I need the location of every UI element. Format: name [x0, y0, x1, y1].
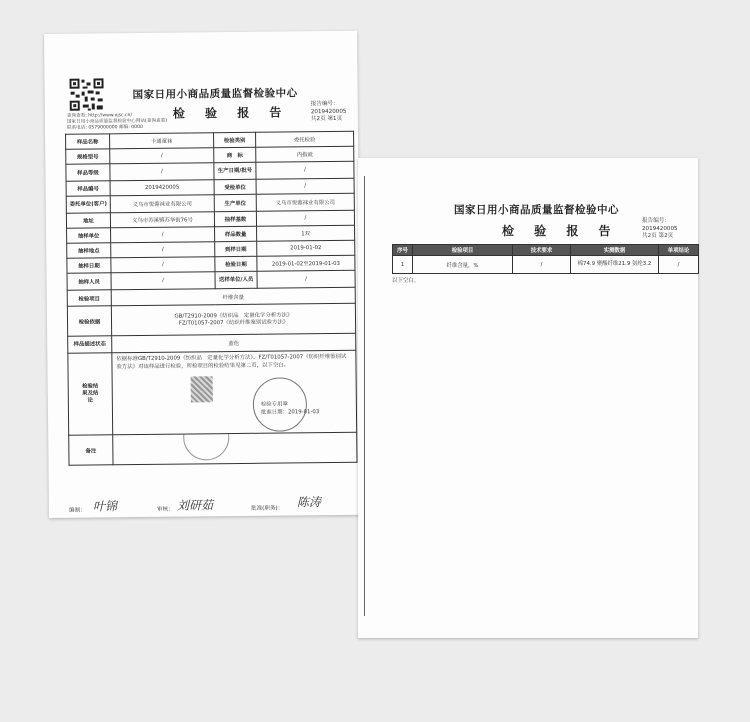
value-grade: /: [110, 163, 214, 181]
label-sampling-date: 抽样日期: [67, 258, 111, 273]
report-number-label: 报告编号：: [310, 100, 339, 108]
table-row: [393, 256, 699, 274]
page-indicator: 共2页 第1页: [310, 115, 343, 123]
conclusion-text: 依据标准GB/T2910-2009《纺织品 定量化学分析方法》、FZ/T01057-2007《纺织纤维鉴别试验方法》对该样品进行检验，所检项目的检验结果见第二页，以下空白。: [116, 353, 347, 370]
value-sample-no: 2019420005: [110, 180, 214, 196]
label-sender: 送样单位/人员: [215, 271, 257, 288]
report-page-2: [358, 158, 698, 638]
result-measured: 棉74.9 聚酯纤维21.9 氨纶3.2: [571, 256, 659, 274]
report-contact-line-2: 国家日用小商品质量监督检验中心网站(查询查看): [66, 118, 168, 125]
value-sample-quantity: 1双: [257, 225, 355, 241]
results-table: [392, 244, 699, 274]
report-contact-line-3: 联系电话: 0579000000 邮编: 0000: [66, 124, 143, 131]
value-arrival-date: 2019-01-02: [257, 240, 355, 256]
report-number: 2019420005: [310, 108, 347, 115]
value-sample-description: 蓝色: [112, 333, 356, 353]
label-test-item: 检验项目: [67, 290, 111, 306]
label-grade: 样品等级: [66, 164, 110, 181]
value-client: 义乌市悦蓉袜业有限公司: [110, 195, 214, 213]
results-header-item: 检验项目: [413, 245, 513, 256]
signature-label-approved: 批准(职务)：: [250, 505, 284, 512]
conclusion-date: 批准日期：2019-01-03: [260, 409, 320, 416]
seal-impression-icon: [191, 376, 213, 402]
label-test-date: 检验日期: [215, 256, 257, 271]
report-number-label-2: 报告编号：: [642, 218, 670, 224]
result-no: 1: [393, 256, 413, 274]
label-conclusion: 检验结果及结论: [68, 353, 113, 435]
value-address: 义乌市苏溪镇苏华街76号: [110, 212, 214, 228]
value-trademark: 内指就: [256, 146, 354, 162]
official-stamp-icon: [183, 432, 229, 460]
label-test-basis: 检验依据: [67, 306, 111, 336]
value-test-basis: [111, 303, 355, 336]
label-sample-name: 样品名称: [66, 134, 110, 149]
result-conclusion: /: [659, 256, 699, 274]
label-arrival-date: 到样日期: [215, 241, 257, 256]
label-sampling-unit: 抽样单位: [67, 228, 111, 243]
signature-label-prepared: 编制：: [68, 507, 86, 514]
label-remarks: 备注: [69, 435, 113, 465]
value-sampler: /: [111, 272, 215, 290]
report-number-block-2: [642, 218, 678, 241]
label-sampler: 抽样人员: [67, 273, 111, 290]
test-basis-line-1: GB/T2910-2009《纺织品 定量化学分析方法》: [174, 311, 293, 320]
label-sample-description: 样品描述状态: [68, 336, 112, 353]
value-remarks: [113, 432, 357, 465]
label-client: 委托单位(客户): [66, 196, 110, 213]
label-sample-no: 样品编号: [66, 181, 110, 196]
value-sampling-location: /: [111, 242, 215, 258]
label-production-date: 生产日期/批号: [214, 162, 256, 179]
label-sampling-base: 抽样基数: [214, 211, 256, 226]
org-name-2: 国家日用小商品质量监督检验中心: [454, 204, 619, 216]
value-manufacturer: 义乌市悦蓉袜业有限公司: [256, 193, 354, 211]
label-sample-quantity: 样品数量: [215, 226, 257, 241]
org-name: 国家日用小商品质量监督检验中心: [132, 87, 298, 102]
results-header-requirement: 技术要求: [513, 245, 571, 256]
value-production-date: /: [256, 161, 354, 179]
value-sampling-base: /: [256, 210, 354, 226]
conclusion-stamp-label: 检验专用章: [260, 401, 288, 408]
results-header-no: 序号: [393, 245, 413, 256]
signature-label-reviewed: 审核：: [156, 506, 174, 513]
page-indicator-2: 共2页 第2页: [642, 233, 674, 239]
value-inspection-type: 委托检验: [256, 131, 354, 147]
signature-reviewed: 刘研茹: [176, 498, 214, 513]
label-manufacturer: 生产单位: [214, 194, 256, 211]
results-header-conclusion: 单项结论: [659, 245, 699, 256]
report-page-1: [44, 31, 362, 518]
report-title-2: 检 验 报 告: [502, 224, 619, 238]
conclusion-cell: [112, 350, 357, 435]
value-model: /: [110, 148, 214, 164]
value-inspected-unit: /: [256, 178, 354, 194]
label-inspected-unit: 受检单位: [214, 179, 256, 194]
sample-info-rows: [66, 131, 357, 465]
value-sample-name: 卡通童袜: [110, 133, 214, 149]
result-requirement: /: [513, 256, 571, 274]
value-test-date: 2019-01-02至2019-01-03: [257, 255, 355, 271]
signature-approved: 陈涛: [296, 495, 322, 510]
label-sampling-location: 抽样地点: [67, 243, 111, 258]
value-sender: /: [257, 270, 355, 288]
result-item: 纤维含量，%: [413, 256, 513, 274]
report-title: 检 验 报 告: [172, 105, 290, 121]
test-basis-line-2: FZ/T01057-2007《纺织纤维鉴别试验方法》: [178, 318, 289, 327]
label-model: 规格型号: [66, 149, 110, 164]
label-address: 地址: [66, 213, 110, 228]
results-header-row: [393, 245, 699, 256]
report-number-block: [311, 101, 347, 124]
signature-prepared: 叶锦: [92, 499, 118, 514]
table-row: [68, 350, 357, 435]
label-inspection-type: 检验类别: [214, 132, 256, 147]
value-sampling-date: /: [111, 257, 215, 273]
sample-info-table: [65, 131, 357, 466]
report-number-2: 2019420005: [642, 225, 678, 232]
table-row: [67, 303, 355, 336]
value-test-item: 纤维含量: [111, 287, 355, 306]
report-contact-line-1: 查询查看: http://www.xjsc.cn/: [66, 113, 133, 119]
table-row: [69, 432, 357, 465]
label-trademark: 商 标: [214, 147, 256, 162]
results-header-measured: 实测数据: [571, 245, 659, 256]
value-sampling-unit: /: [111, 227, 215, 243]
qr-code-icon: [68, 77, 104, 111]
page-binding-line: [364, 176, 365, 616]
blank-below-note: 以下空白。: [392, 278, 419, 284]
